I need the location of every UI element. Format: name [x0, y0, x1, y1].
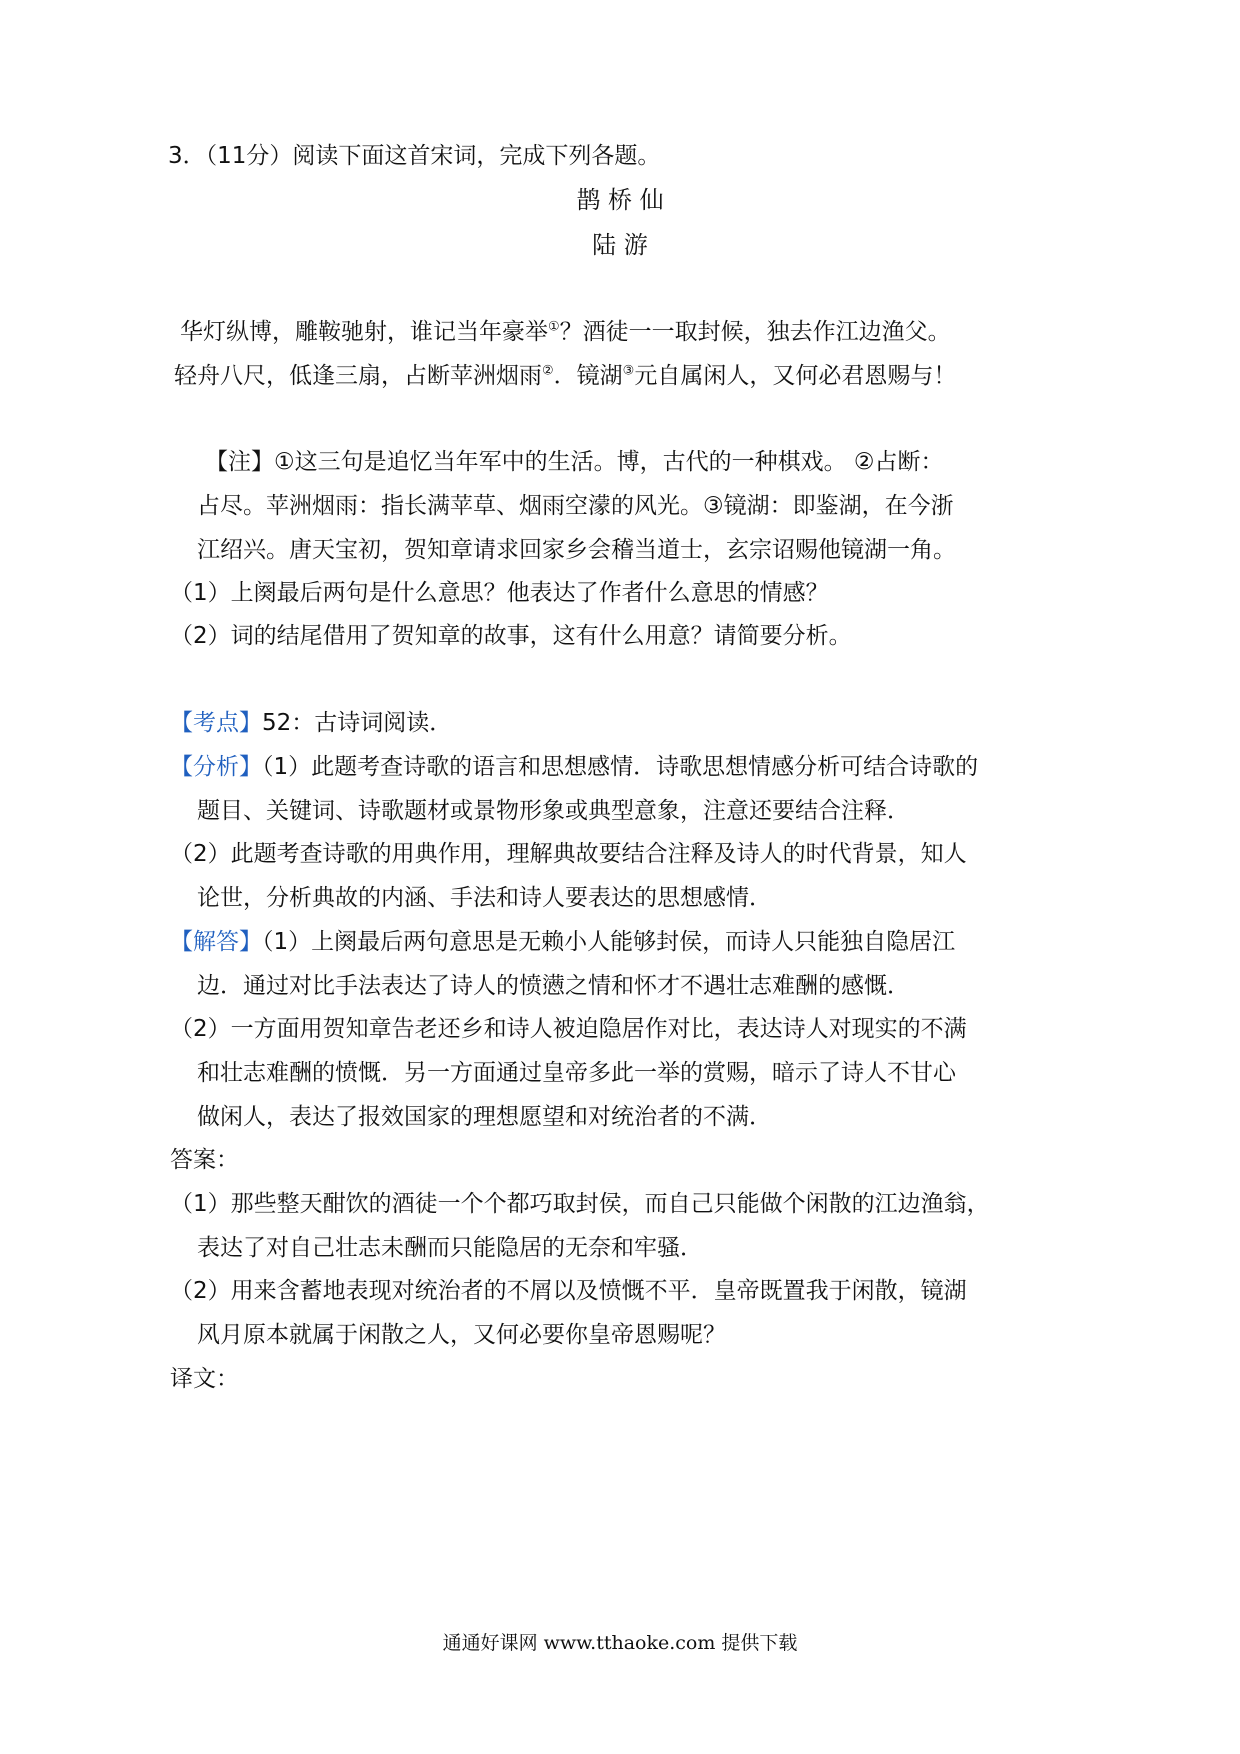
poem-line-2: [174, 360, 956, 392]
question-header: 3．（11分）阅读下面这首宋词，完成下列各题。: [168, 143, 661, 169]
jieda-row-3: （2）一方面用贺知章告老还乡和诗人被迫隐居作对比，表达诗人对现实的不满: [170, 1016, 967, 1042]
fenxi-tag: 【分析】: [170, 754, 262, 780]
jieda-row-1: [170, 926, 955, 958]
fenxi-row-3: （2）此题考查诗歌的用典作用，理解典故要结合注释及诗人的时代背景，知人: [170, 841, 967, 867]
fenxi-row-1: [170, 751, 978, 783]
answer-label: 答案：: [170, 1147, 239, 1173]
fenxi-text-1: （1）此题考查诗歌的语言和思想感情．诗歌思想情感分析可结合诗歌的: [262, 754, 979, 780]
jieda-row-2: 边．通过对比手法表达了诗人的愤懑之情和怀才不遇壮志难酬的感慨．: [197, 973, 910, 999]
poem-line-1-part-a: 华灯纵博，雕鞍驰射，谁记当年豪举: [180, 319, 548, 345]
jieda-text-1: （1）上阕最后两句意思是无赖小人能够封侯，而诗人只能独自隐居江: [262, 929, 956, 955]
note-line-3: 江绍兴。唐天宝初，贺知章请求回家乡会稽当道士，玄宗诏赐他镜湖一角。: [197, 537, 956, 563]
jieda-row-4: 和壮志难酬的愤慨．另一方面通过皇帝多此一举的赏赐，暗示了诗人不甘心: [197, 1060, 956, 1086]
fenxi-row-4: 论世，分析典故的内涵、手法和诗人要表达的思想感情．: [197, 885, 772, 911]
poem-title: 鹊 桥 仙: [576, 186, 664, 214]
poem-author: 陆 游: [592, 231, 648, 259]
jieda-tag: 【解答】: [170, 929, 262, 955]
jieda-row-5: 做闲人，表达了报效国家的理想愿望和对统治者的不满．: [197, 1104, 772, 1130]
fenxi-row-2: 题目、关键词、诗歌题材或景物形象或典型意象，注意还要结合注释．: [197, 798, 910, 824]
note-mark-3: ③: [622, 363, 635, 379]
page-footer: 通通好课网 www.tthaoke.com 提供下载: [442, 1632, 798, 1654]
kaodian-text: 52：古诗词阅读．: [262, 710, 453, 736]
subquestion-2: （2）词的结尾借用了贺知章的故事，这有什么用意？请简要分析。: [170, 623, 852, 649]
poem-line-2-part-b: ．镜湖: [553, 363, 623, 389]
answer-row-2: 表达了对自己壮志未酬而只能隐居的无奈和牢骚．: [197, 1235, 703, 1261]
subquestion-1: （1）上阕最后两句是什么意思？他表达了作者什么意思的情感？: [170, 580, 829, 606]
kaodian-row: [170, 707, 452, 739]
poem-line-1: [180, 316, 951, 348]
answer-row-4: 风月原本就属于闲散之人，又何必要你皇帝恩赐呢？: [197, 1322, 726, 1348]
poem-line-2-part-c: 元自属闲人，又何必君恩赐与！: [634, 363, 957, 389]
answer-row-3: （2）用来含蓄地表现对统治者的不屑以及愤慨不平．皇帝既置我于闲散，镜湖: [170, 1278, 967, 1304]
kaodian-tag: 【考点】: [170, 710, 262, 736]
note-mark-1: ①: [548, 319, 560, 335]
poem-line-2-part-a: 轻舟八尺，低逢三扇，占断苹洲烟雨: [174, 363, 542, 389]
translation-label: 译文：: [170, 1366, 239, 1392]
poem-line-1-part-b: ？酒徒一一取封候，独去作江边渔父。: [559, 319, 951, 345]
note-mark-2: ②: [542, 363, 554, 379]
answer-row-1: （1）那些整天酣饮的酒徒一个个都巧取封侯，而自己只能做个闲散的江边渔翁，: [170, 1191, 990, 1217]
note-line-1: 【注】①这三句是追忆当年军中的生活。博，古代的一种棋戏。 ②占断：: [205, 449, 944, 475]
note-line-2: 占尽。苹洲烟雨：指长满苹草、烟雨空濛的风光。③镜湖：即鉴湖，在今浙: [197, 493, 954, 519]
